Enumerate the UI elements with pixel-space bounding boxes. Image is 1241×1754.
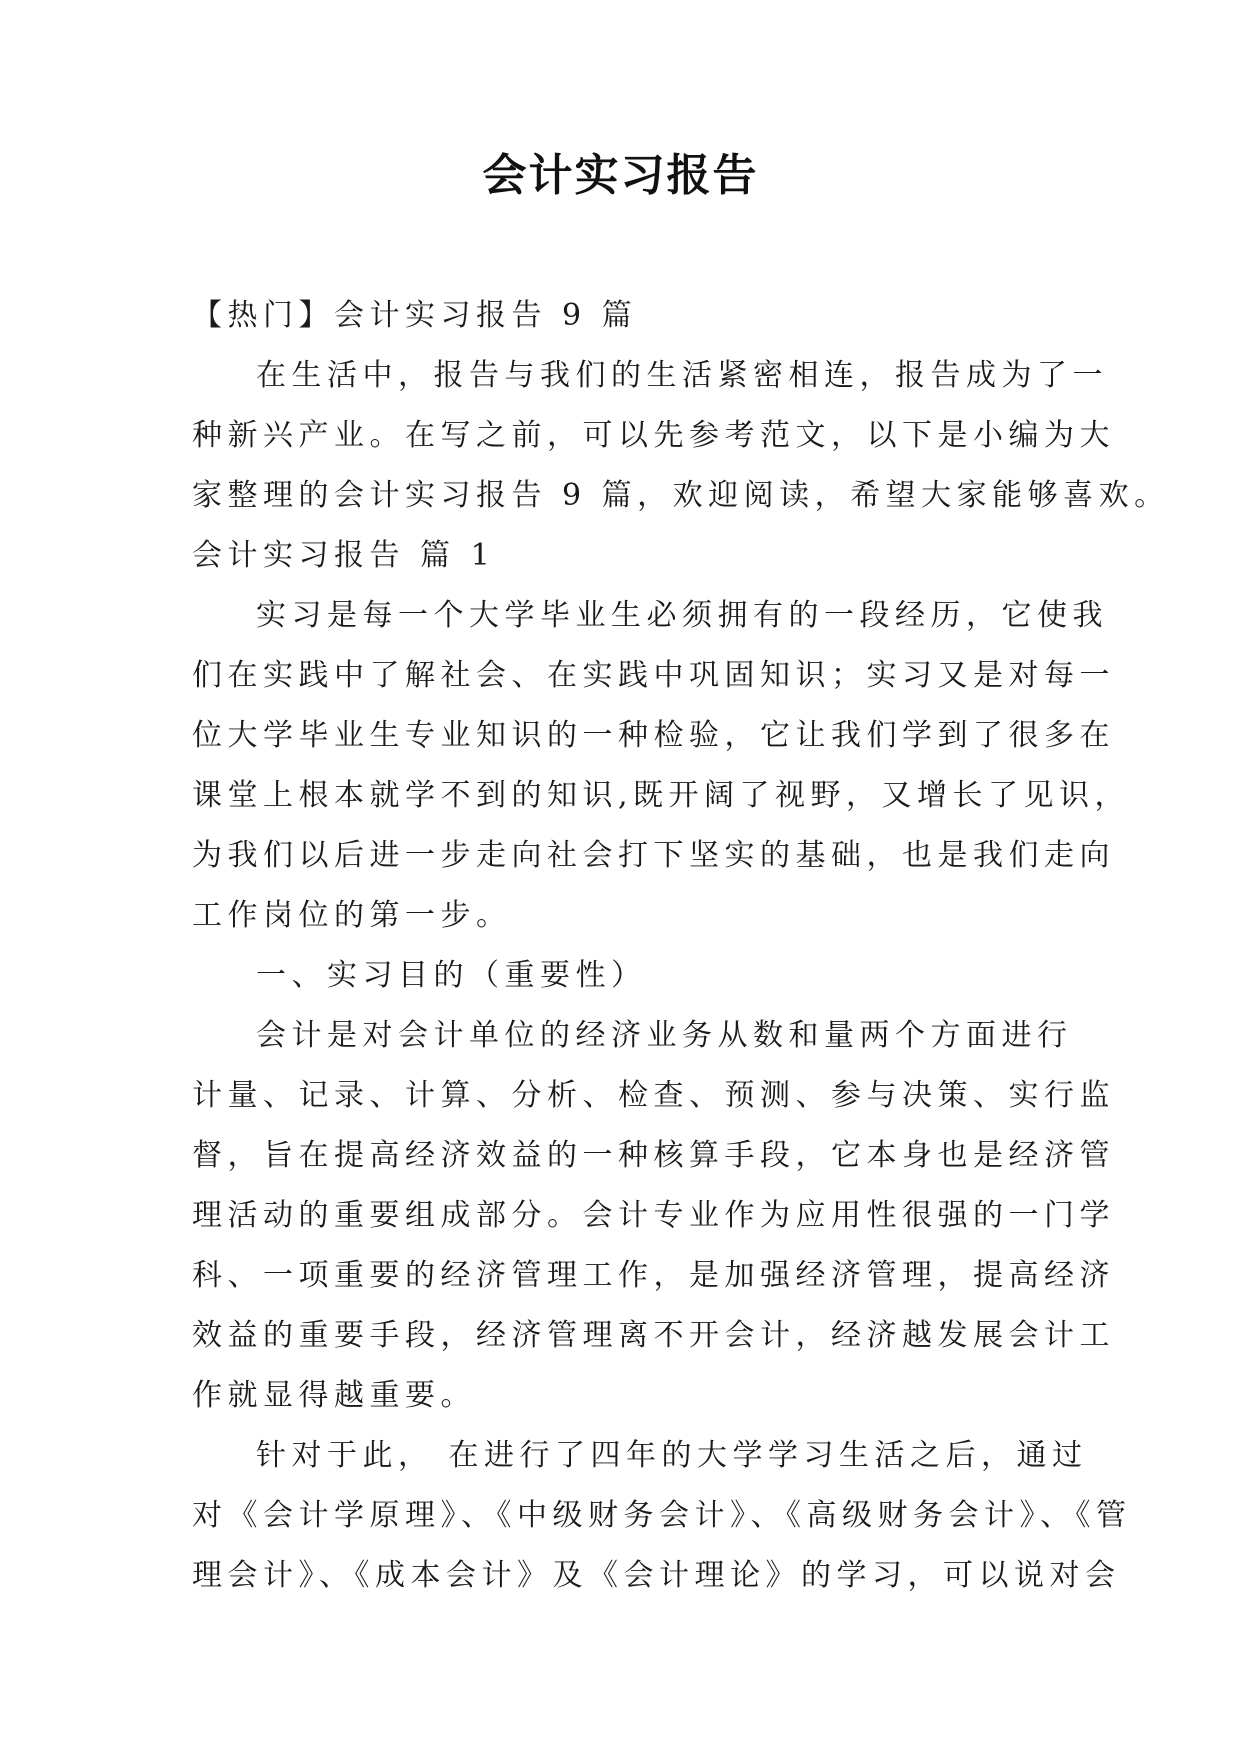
paragraph-line: 理活动的重要组成部分。会计专业作为应用性很强的一门学	[192, 1198, 1115, 1233]
subtitle-line: 【热门】会计实习报告 9 篇	[192, 298, 638, 333]
paragraph-line: 对《会计学原理》、《中级财务会计》、《高级财务会计》、《管	[192, 1498, 1132, 1533]
paragraph-line: 在生活中，报告与我们的生活紧密相连，报告成为了一	[256, 358, 1108, 393]
paragraph-line: 效益的重要手段，经济管理离不开会计，经济越发展会计工	[192, 1318, 1115, 1353]
document-title: 会计实习报告	[482, 150, 759, 201]
paragraph-line: 作就显得越重要。	[192, 1378, 476, 1413]
section-heading: 会计实习报告 篇 1	[192, 538, 496, 573]
paragraph-line: 为我们以后进一步走向社会打下坚实的基础，也是我们走向	[192, 838, 1115, 873]
paragraph-line: 会计是对会计单位的经济业务从数和量两个方面进行	[256, 1018, 1073, 1053]
paragraph-line: 课堂上根本就学不到的知识,既开阔了视野，又增长了见识，	[192, 778, 1131, 813]
paragraph-line: 理会计》、《成本会计》及《会计理论》的学习，可以说对会	[192, 1558, 1121, 1593]
paragraph-line: 工作岗位的第一步。	[192, 898, 512, 933]
subheading: 一、实习目的（重要性）	[256, 958, 647, 993]
paragraph-line: 实习是每一个大学毕业生必须拥有的一段经历，它使我	[256, 598, 1108, 633]
paragraph-line: 种新兴产业。在写之前，可以先参考范文，以下是小编为大	[192, 418, 1115, 453]
paragraph-line: 计量、记录、计算、分析、检查、预测、参与决策、实行监	[192, 1078, 1115, 1113]
paragraph-line: 科、一项重要的经济管理工作，是加强经济管理，提高经济	[192, 1258, 1115, 1293]
paragraph-line: 家整理的会计实习报告 9 篇，欢迎阅读，希望大家能够喜欢。	[192, 478, 1170, 513]
paragraph-line: 督，旨在提高经济效益的一种核算手段，它本身也是经济管	[192, 1138, 1115, 1173]
document-body	[192, 286, 1170, 1606]
paragraph-line: 们在实践中了解社会、在实践中巩固知识；实习又是对每一	[192, 658, 1115, 693]
paragraph-line: 位大学毕业生专业知识的一种检验，它让我们学到了很多在	[192, 718, 1115, 753]
paragraph-line: 针对于此， 在进行了四年的大学学习生活之后，通过	[256, 1438, 1088, 1473]
